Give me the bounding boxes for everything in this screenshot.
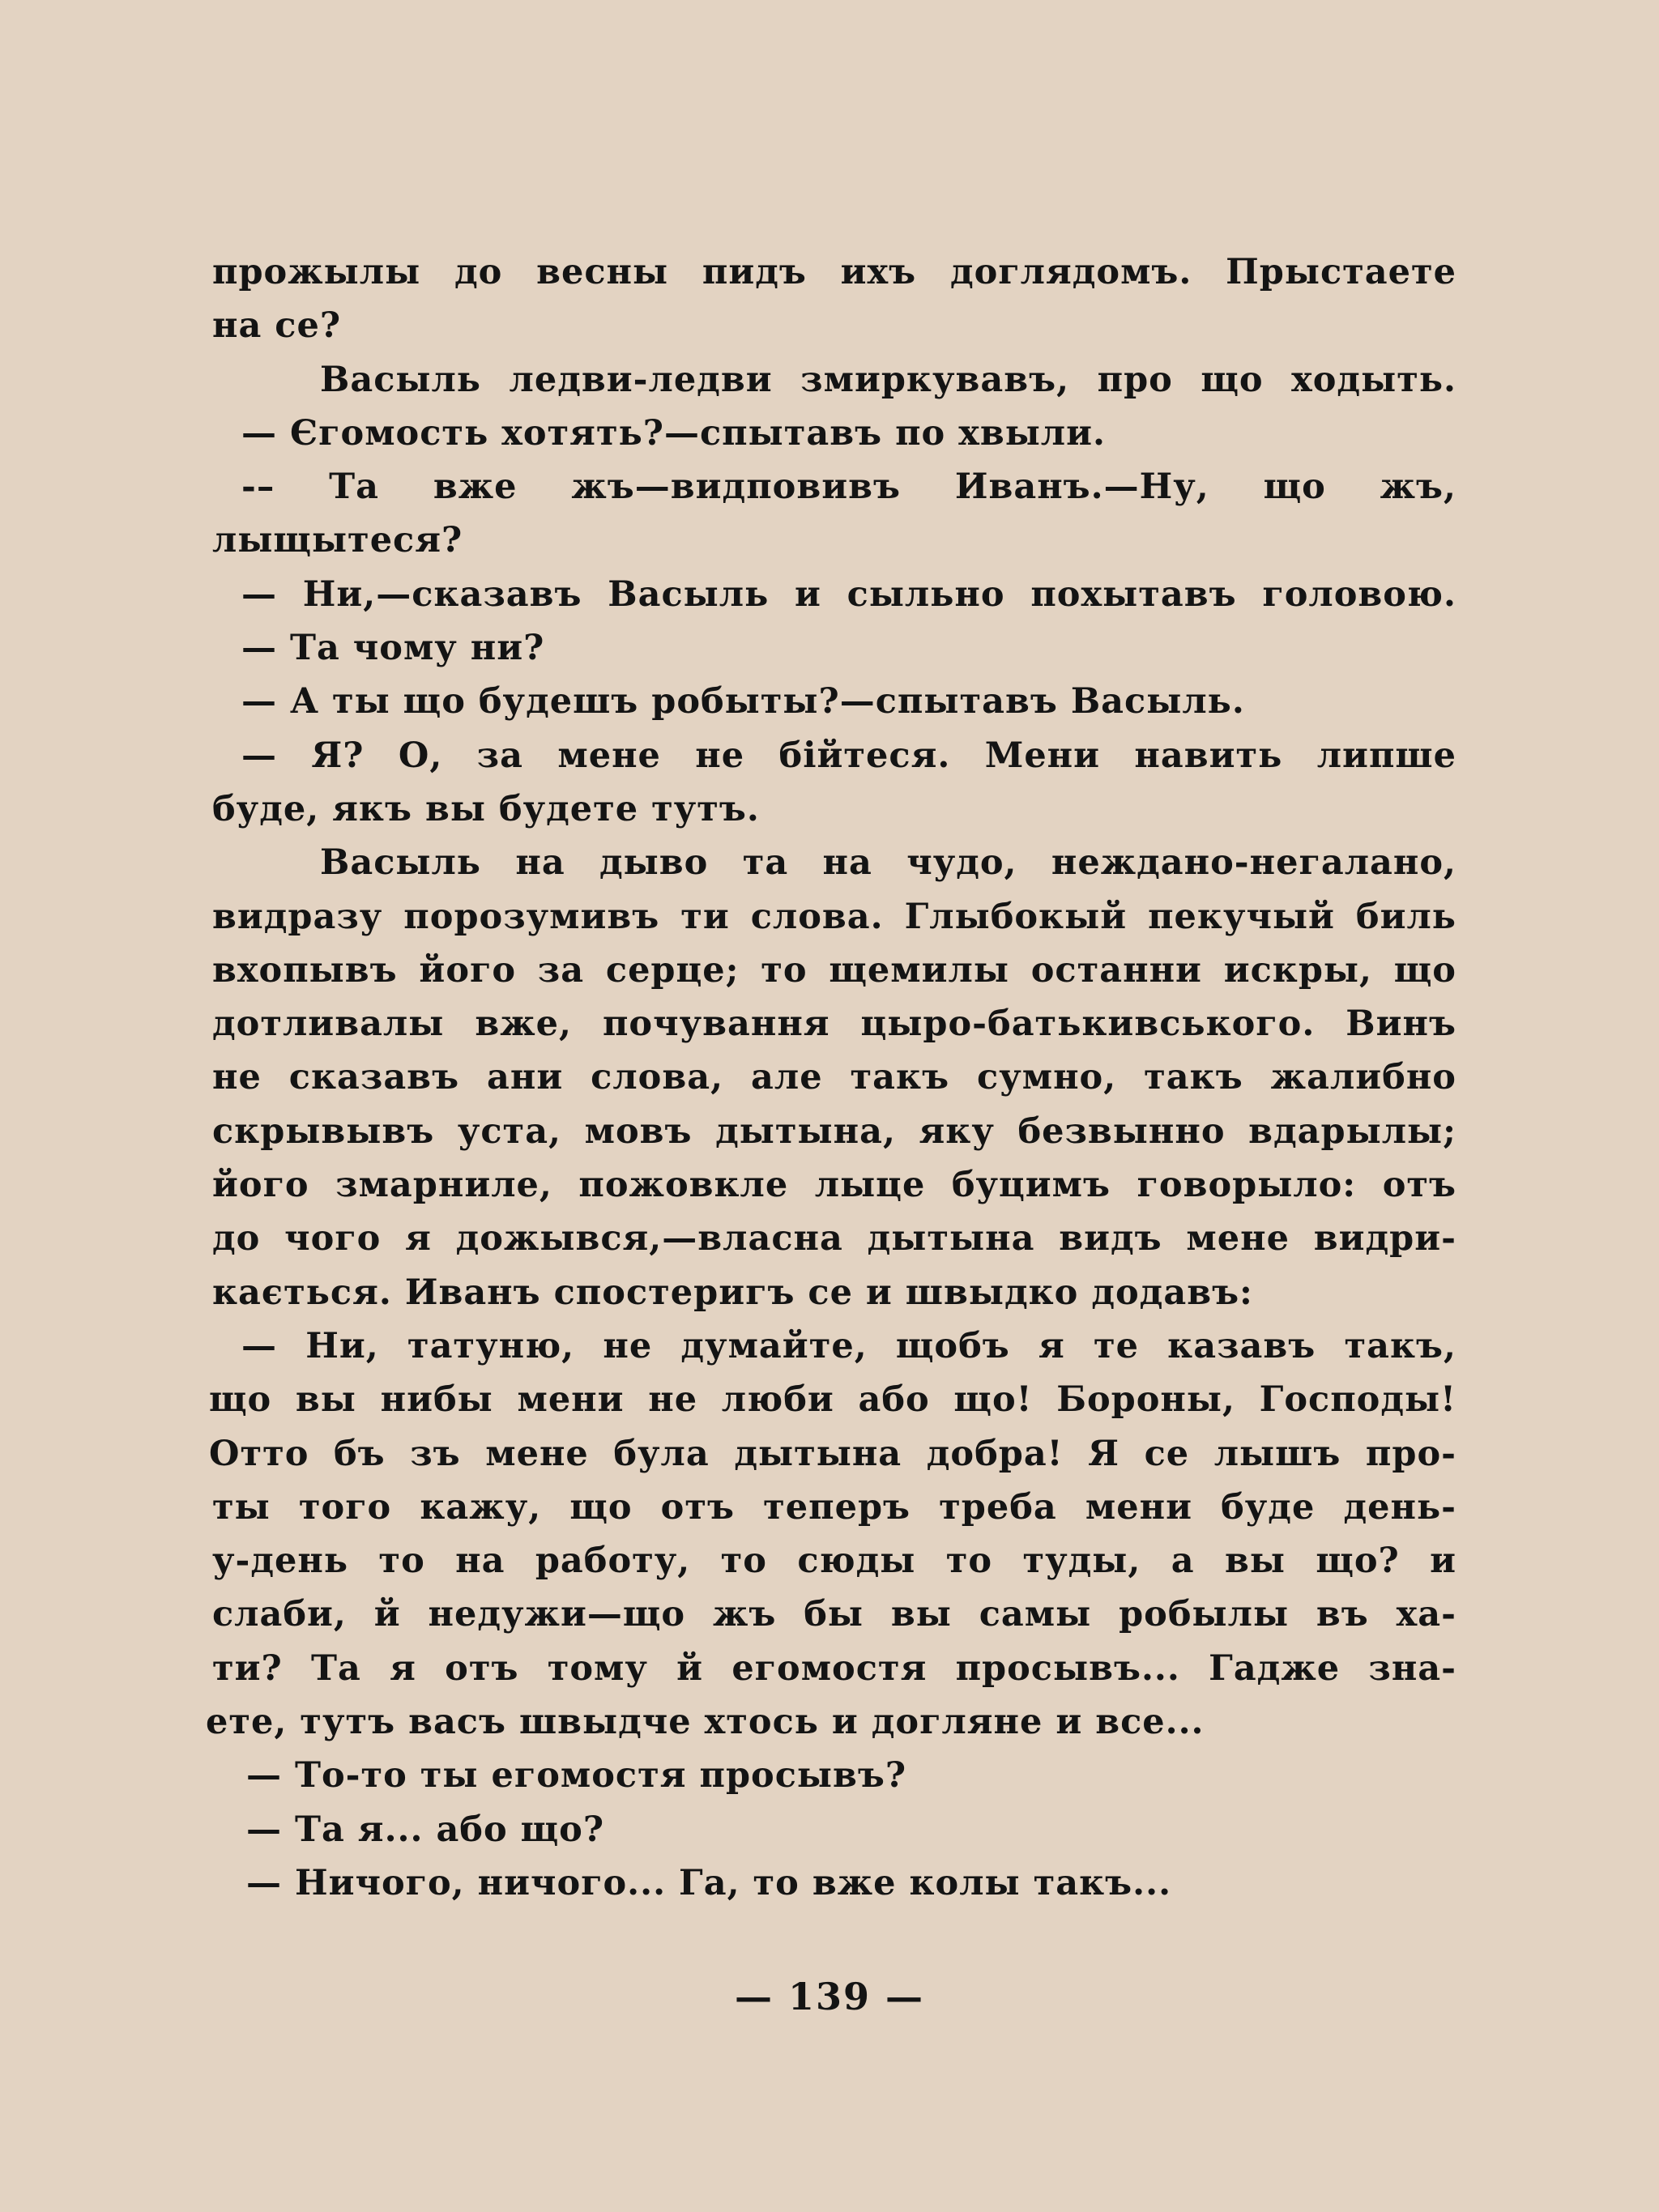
page-text bbox=[206, 245, 1456, 1910]
text-line: вхопывъ його за серце; то щемилы останни искры, що bbox=[212, 949, 1456, 991]
text-line: до чого я дожывся,—власна дытына видъ мене видри- bbox=[212, 1218, 1456, 1259]
text-line: що вы нибы мени не люби або що! Бороны, Господы! bbox=[209, 1379, 1456, 1421]
text-line: -– Та вже жъ—видповивъ Иванъ.—Ну, що жъ, bbox=[241, 467, 1456, 508]
text-line: ете, тутъ васъ швыдче хтось и догляне и все... bbox=[206, 1702, 1205, 1743]
text-line: Отто бъ зъ мене була дытына добра! Я се лышъ про- bbox=[209, 1433, 1456, 1474]
text-line: не сказавъ ани слова, але такъ сумно, такъ жалибно bbox=[212, 1057, 1456, 1098]
text-line: — А ты що будешъ робыты?—спытавъ Васыль. bbox=[241, 681, 1245, 722]
text-line: — Єгомость хотять?—спытавъ по хвыли. bbox=[241, 412, 1106, 454]
text-line: видразу порозумивъ ти слова. Глыбокый пекучый биль bbox=[212, 896, 1456, 937]
text-line: кається. Иванъ спостеригъ се и швыдко додавъ: bbox=[212, 1272, 1253, 1313]
text-line: — Ни, татуню, не думайте, щобъ я те казавъ такъ, bbox=[241, 1325, 1456, 1366]
text-line: його змарниле, пожовкле лыце буцимъ говорыло: отъ bbox=[212, 1165, 1456, 1206]
text-line: лыщытеся? bbox=[212, 520, 463, 561]
text-line: ти? Та я отъ тому й егомостя просывъ... Гадже зна- bbox=[212, 1647, 1456, 1689]
text-line: прожылы до весны пидъ ихъ доглядомъ. Прыстаете bbox=[212, 252, 1456, 292]
text-line: — То-то ты егомостя просывъ? bbox=[246, 1755, 907, 1796]
text-line: на се? bbox=[212, 305, 342, 347]
text-line: — Та я... або що? bbox=[246, 1809, 605, 1850]
text-line: дотливалы вже, почування цыро-батькивського. Винъ bbox=[212, 1004, 1456, 1045]
text-line: скрывывъ уста, мовъ дытына, яку безвынно вдарылы; bbox=[212, 1110, 1456, 1152]
text-line: — Ни,—сказавъ Васыль и сыльно похытавъ головою. bbox=[241, 573, 1456, 615]
page-number: — 139 — bbox=[734, 1975, 925, 2018]
text-line: — Ничого, ничого... Га, то вже колы такъ... bbox=[246, 1862, 1172, 1903]
text-line: ты того кажу, що отъ теперъ треба мени буде день- bbox=[212, 1486, 1456, 1528]
text-line: — Та чому ни? bbox=[241, 628, 545, 669]
text-line: — Я? О, за мене не бійтеся. Мени навить липше bbox=[241, 735, 1456, 776]
text-line: буде, якъ вы будете тутъ. bbox=[212, 788, 760, 829]
text-line: слаби, й недужи—що жъ бы вы самы робылы въ ха- bbox=[212, 1594, 1456, 1635]
text-line: Васыль ледви-ледви змиркувавъ, про що ходыть. bbox=[320, 359, 1456, 400]
text-line: у-день то на работу, то сюды то туды, а вы що? и bbox=[212, 1541, 1456, 1582]
text-line: Васыль на дыво та на чудо, неждано-негалано, bbox=[320, 842, 1456, 884]
